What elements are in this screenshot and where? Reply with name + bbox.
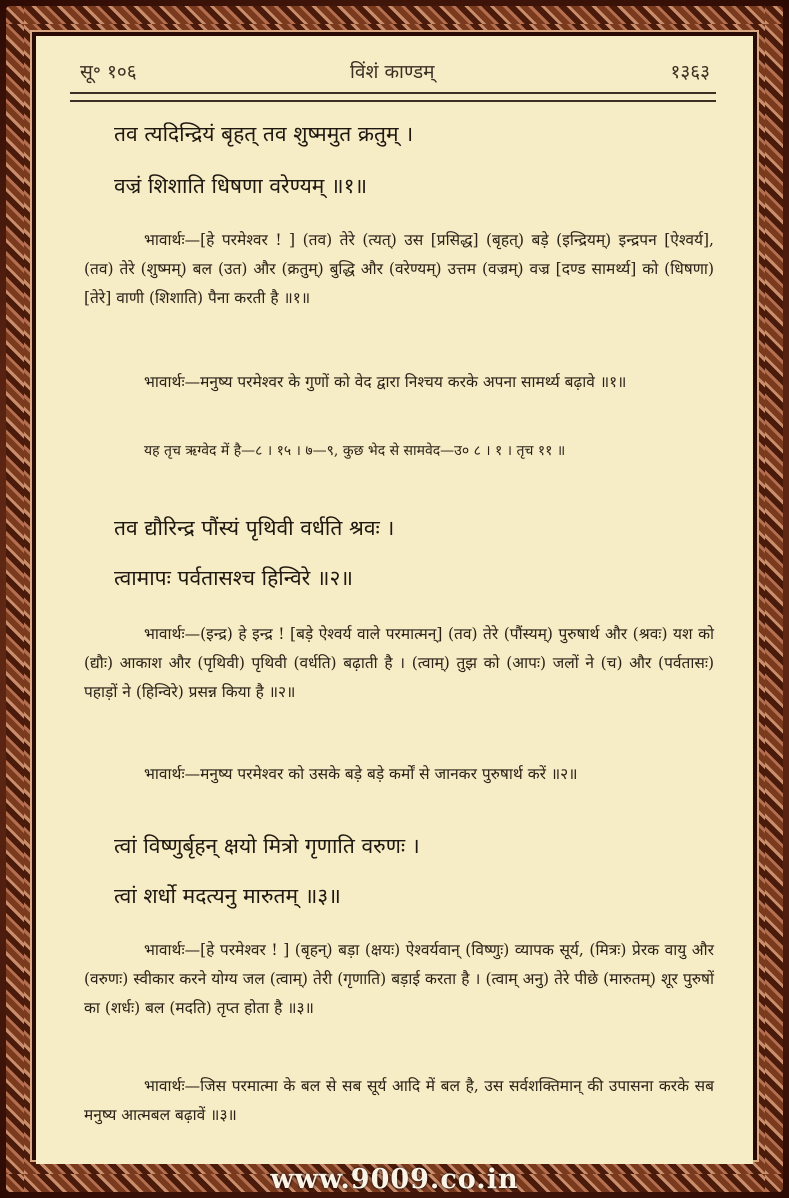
page [36,36,753,1164]
mantra1-note-text: यह तृच ऋग्वेद में है—८ । १५ । ७—९, कुछ भेद से सामवेद—उ० ८ । १ । तृच ११ ॥ [144,443,566,459]
mantra3-bhavarth1-text: भावार्थः—[हे परमेश्वर ! ] (बृहन्) बड़ा (क्षयः) ऐश्वर्यवान् (विष्णुः) व्यापक सूर्य, (मित्रः) प्रेरक वायु और (वरुणः) स्वीकार करने योग्य जल (त्वाम्) तेरी (गृणाति) बड़ाई करता है । (त्वाम् अनु) तेरे पीछे (मारुतम्) शूर पुरुषों का (शर्धः) बल (मदति) तृप्त होता है ॥३॥ [84,941,714,1017]
mantra3-bhavarth1 [84,936,714,1023]
sukta-number: सू॰ १०६ [80,61,137,83]
mantra2-bhavarth2 [84,760,714,789]
mantra2-bhavarth1 [84,620,714,707]
mantra3-line1: त्वां विष्णुर्बृहन् क्षयो मित्रो गृणाति वरुणः । [114,834,420,858]
mantra1-bhavarth1 [84,226,714,313]
page-header [80,58,710,86]
mantra1-line2: वज्रं शिशाति धिषणा वरेण्यम् ॥१॥ [114,174,368,198]
mantra3-bhavarth2 [84,1072,714,1130]
mantra1-bhavarth2 [84,368,714,397]
mantra2-bhavarth2-text: भावार्थः—मनुष्य परमेश्वर को उसके बड़े बड़े कर्मों से जानकर पुरुषार्थ करें ॥२॥ [144,765,578,783]
mantra1-bhavarth2-text: भावार्थः—मनुष्य परमेश्वर के गुणों को वेद द्वारा निश्चय करके अपना सामर्थ्य बढ़ावे ॥१॥ [144,373,627,391]
website-footer[interactable]: www.9009.co.in [270,1164,519,1195]
mantra3-line2: त्वां शर्धो मदत्यनु मारुतम् ॥३॥ [114,884,341,908]
kanda-title: विंशं काण्डम् [350,61,435,83]
mantra2-bhavarth1-text: भावार्थः—(इन्द्र) हे इन्द्र ! [बड़े ऐश्वर्य वाले परमात्मन्] (तव) तेरे (पौंस्यम्) पुरुषार्थ और (श्रवः) यश को (द्यौः) आकाश और (पृथिवी) पृथिवी (वर्धति) बढ़ाती है । (त्वाम्) तुझ को (आपः) जलों ने (च) और (पर्वतासः) पहाड़ों ने (हिन्विरे) प्रसन्न किया है ॥२॥ [84,625,714,701]
header-rule [70,92,716,102]
mantra2-line1: तव द्यौरिन्द्र पौंस्यं पृथिवी वर्धति श्रवः । [114,516,395,540]
mantra2-line2: त्वामापः पर्वतासश्च हिन्विरे ॥२॥ [114,566,353,590]
page-number: १३६३ [670,61,710,83]
mantra3-bhavarth2-text: भावार्थः—जिस परमात्मा के बल से सब सूर्य आदि में बल है, उस सर्वशक्तिमान् की उपासना करके सब मनुष्य आत्मबल बढ़ावें ॥३॥ [84,1077,714,1124]
mantra1-bhavarth1-text: भावार्थः—[हे परमेश्वर ! ] (तव) तेरे (त्यत्) उस [प्रसिद्ध] (बृहत्) बड़े (इन्द्रियम्) इन्द्रपन [ऐश्वर्य], (तव) तेरे (शुष्मम्) बल (उत) और (क्रतुम्) बुद्धि और (वरेण्यम्) उत्तम (वज्रम्) वज्र [दण्ड सामर्थ्य] को (धिषणा) [तेरे] वाणी (शिशाति) पैना करती है ॥१॥ [84,231,714,307]
mantra1-note [84,438,714,464]
mantra1-line1: तव त्यदिन्द्रियं बृहत् तव शुष्ममुत क्रतुम् । [114,122,414,146]
